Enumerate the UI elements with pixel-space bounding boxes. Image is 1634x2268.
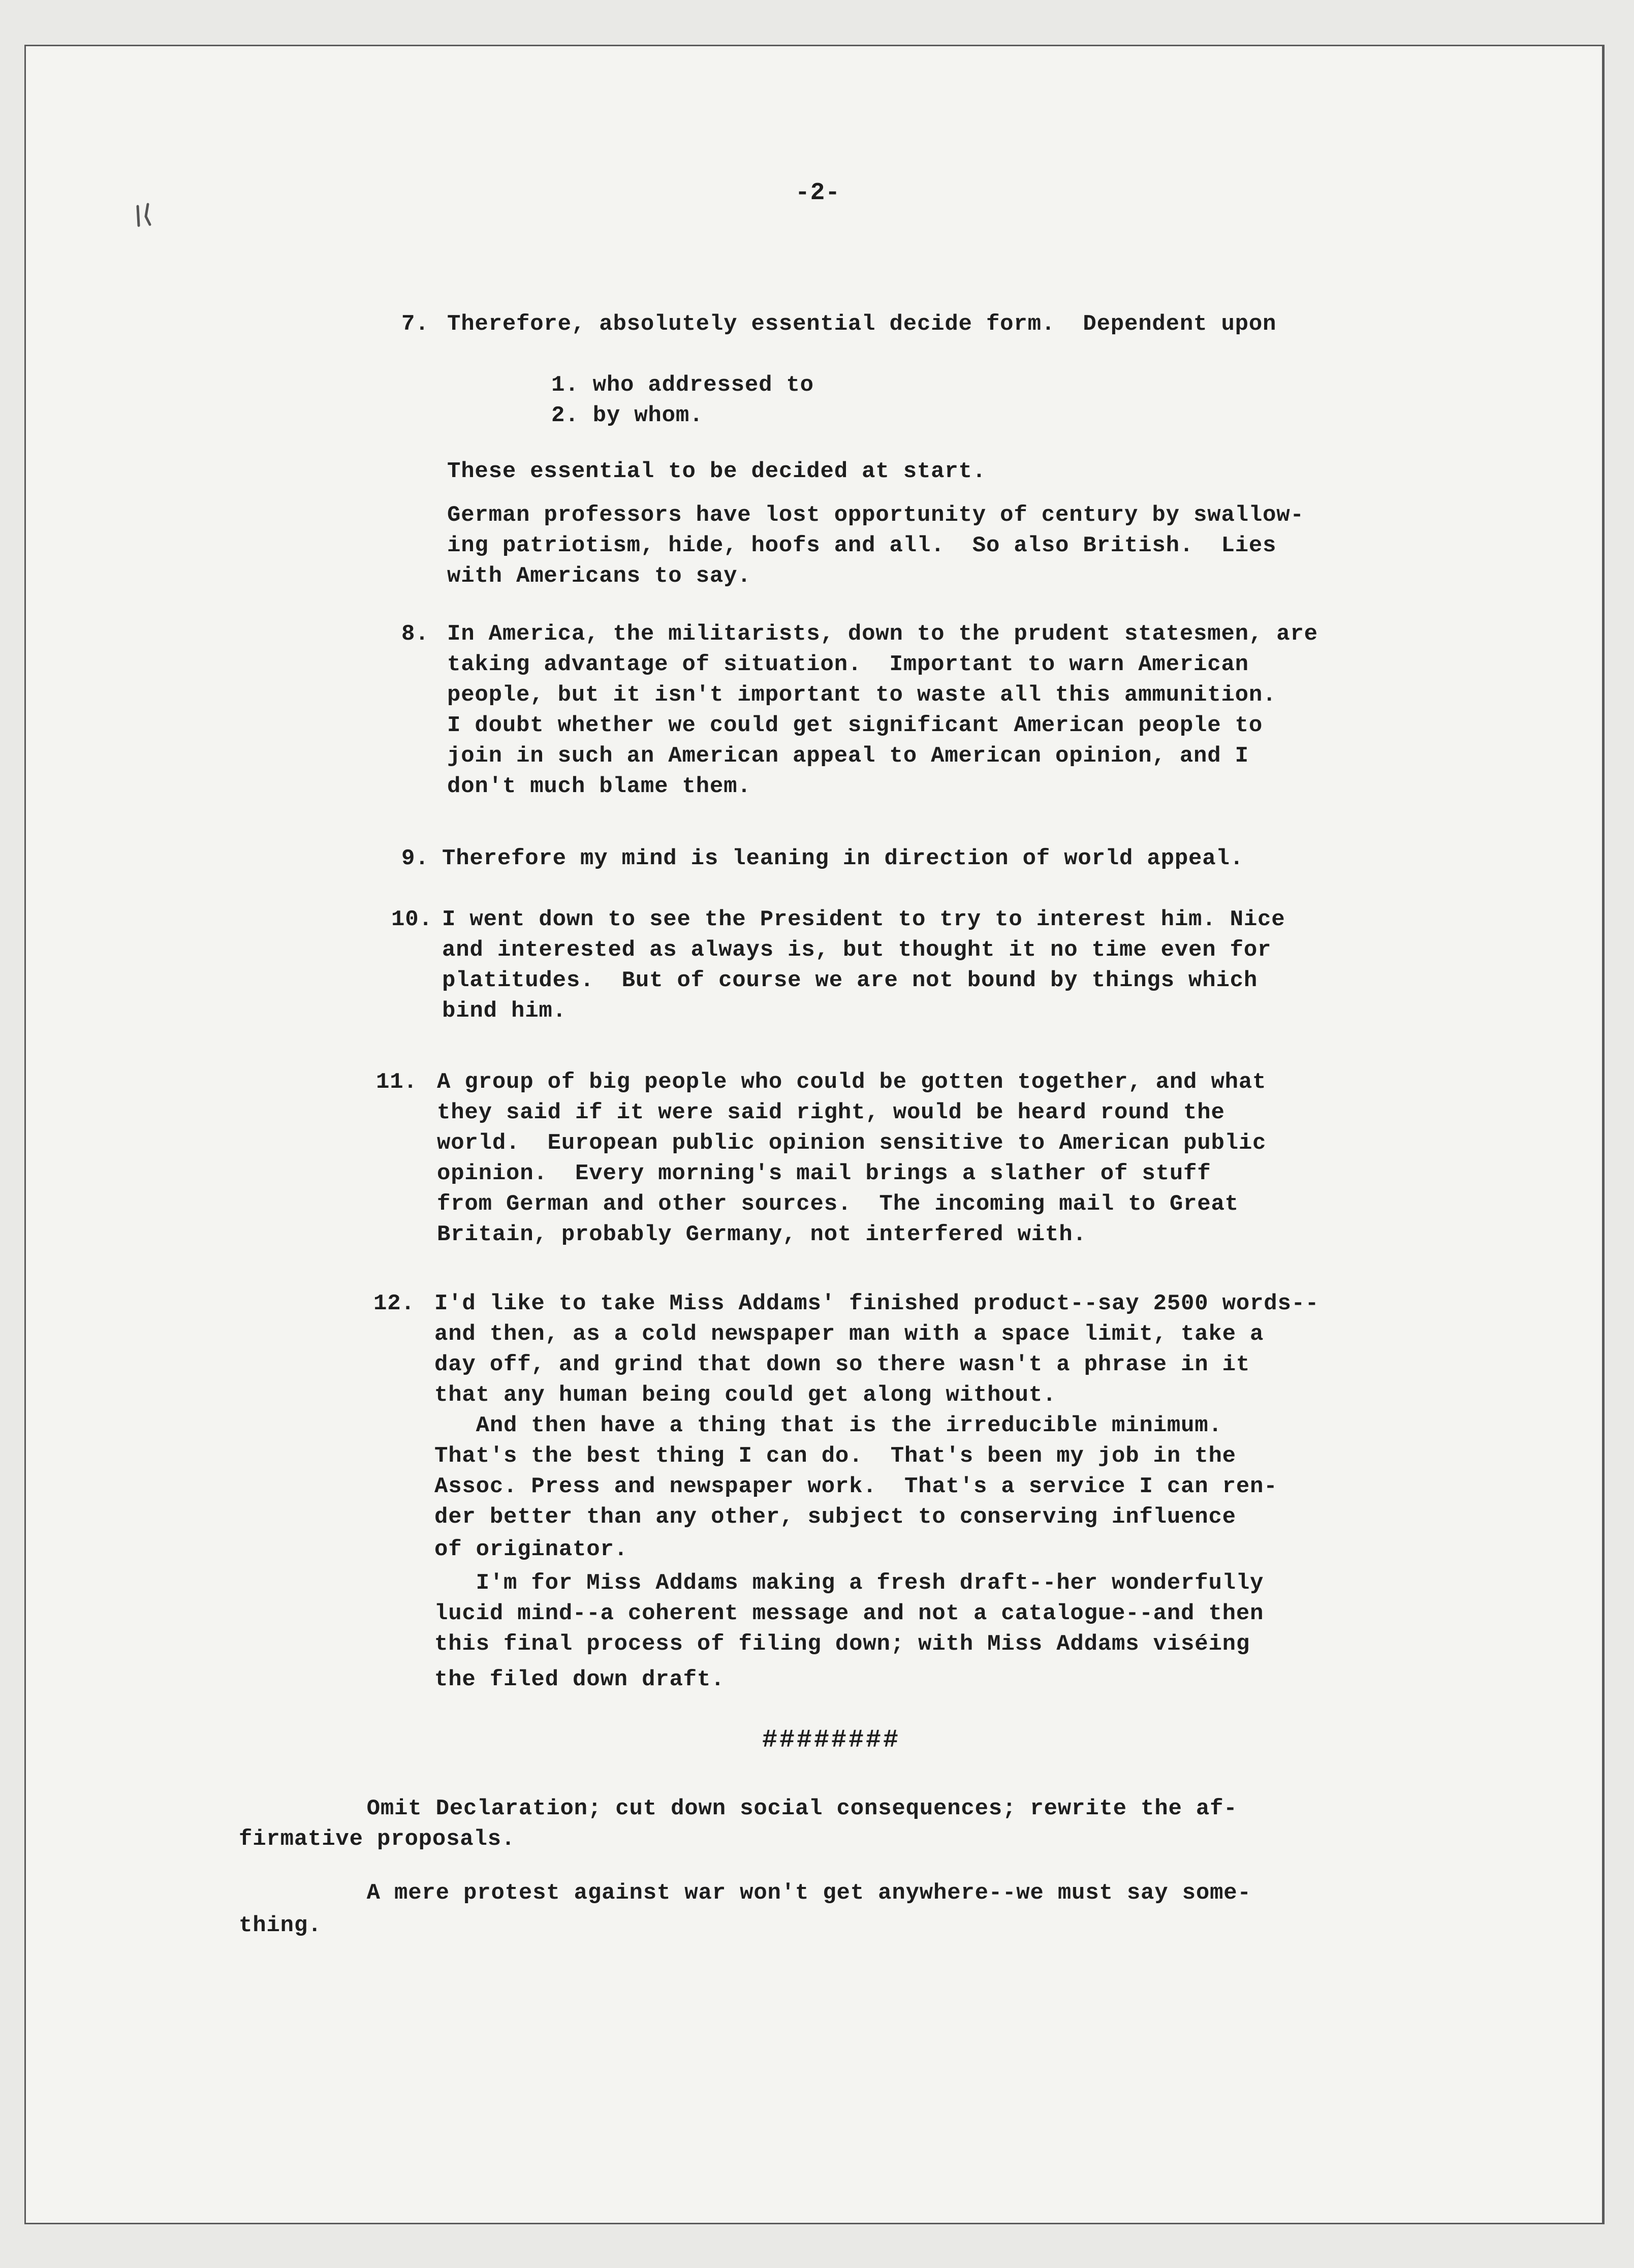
item-11-number: 11. — [376, 1069, 418, 1095]
item-8-line: people, but it isn't important to waste all this ammunition. — [447, 682, 1277, 708]
item-10-line: I went down to see the President to try to interest him. Nice — [442, 907, 1285, 932]
item-12-line: day off, and grind that down so there wasn't a phrase in it — [434, 1352, 1250, 1377]
item-11-line: A group of big people who could be gotten together, and what — [437, 1069, 1267, 1095]
item-9-number: 9. — [401, 846, 429, 871]
item-7-sublist-entry: 2. by whom. — [551, 403, 704, 428]
item-12-line: der better than any other, subject to conserving influence — [434, 1504, 1236, 1530]
item-7-line: German professors have lost opportunity of century by swallow- — [447, 502, 1304, 528]
item-12-line: Assoc. Press and newspaper work. That's a service I can ren- — [434, 1474, 1278, 1499]
item-10-line: and interested as always is, but thought it no time even for — [442, 937, 1272, 963]
item-8-line: don't much blame them. — [447, 774, 751, 799]
item-9-line: Therefore my mind is leaning in direction of world appeal. — [442, 846, 1244, 871]
item-7-line: ing patriotism, hide, hoofs and all. So also British. Lies — [447, 533, 1277, 558]
item-12-line: lucid mind--a coherent message and not a catalogue--and then — [434, 1601, 1264, 1626]
item-12-line: the filed down draft. — [434, 1667, 725, 1692]
item-12-line: of originator. — [434, 1537, 628, 1562]
closing-line: Omit Declaration; cut down social consequences; rewrite the af- — [325, 1796, 1238, 1821]
page-number: -2- — [795, 179, 840, 207]
item-7-line: Therefore, absolutely essential decide form. Dependent upon — [447, 311, 1277, 337]
item-12-line: this final process of filing down; with Miss Addams viséing — [434, 1631, 1250, 1657]
item-12-line: I'm for Miss Addams making a fresh draft--her wonderfully — [434, 1570, 1264, 1596]
item-8-line: In America, the militarists, down to the prudent statesmen, are — [447, 621, 1318, 647]
item-10-line: bind him. — [442, 998, 567, 1024]
item-11-line: from German and other sources. The incoming mail to Great — [437, 1191, 1239, 1217]
item-12-line: That's the best thing I can do. That's been my job in the — [434, 1443, 1236, 1469]
item-7-sublist-entry: 1. who addressed to — [551, 372, 814, 398]
item-12-number: 12. — [373, 1291, 415, 1316]
item-11-line: opinion. Every morning's mail brings a slather of stuff — [437, 1161, 1211, 1186]
item-7-line: These essential to be decided at start. — [447, 459, 986, 484]
item-7-number: 7. — [401, 311, 429, 337]
closing-line: A mere protest against war won't get anywhere--we must say some- — [325, 1880, 1251, 1906]
item-12-line: I'd like to take Miss Addams' finished product--say 2500 words-- — [434, 1291, 1319, 1316]
item-12-line: and then, as a cold newspaper man with a space limit, take a — [434, 1321, 1264, 1347]
item-7-line: with Americans to say. — [447, 563, 751, 589]
section-separator: ######## — [762, 1726, 901, 1755]
item-8-line: taking advantage of situation. Important to warn American — [447, 652, 1249, 677]
item-11-line: they said if it were said right, would be heard round the — [437, 1100, 1225, 1125]
closing-line: thing. — [239, 1913, 322, 1938]
item-12-line: that any human being could get along without. — [434, 1382, 1057, 1408]
item-8-number: 8. — [401, 621, 429, 647]
item-10-number: 10. — [391, 907, 433, 932]
item-12-line: And then have a thing that is the irreducible minimum. — [434, 1413, 1222, 1438]
closing-line: firmative proposals. — [239, 1826, 516, 1852]
item-10-line: platitudes. But of course we are not bound by things which — [442, 968, 1258, 993]
item-11-line: Britain, probably Germany, not interfered with. — [437, 1222, 1087, 1247]
item-8-line: join in such an American appeal to American opinion, and I — [447, 743, 1249, 769]
item-8-line: I doubt whether we could get significant American people to — [447, 713, 1263, 738]
pencil-tick-mark — [133, 201, 158, 232]
item-11-line: world. European public opinion sensitive to American public — [437, 1130, 1267, 1156]
